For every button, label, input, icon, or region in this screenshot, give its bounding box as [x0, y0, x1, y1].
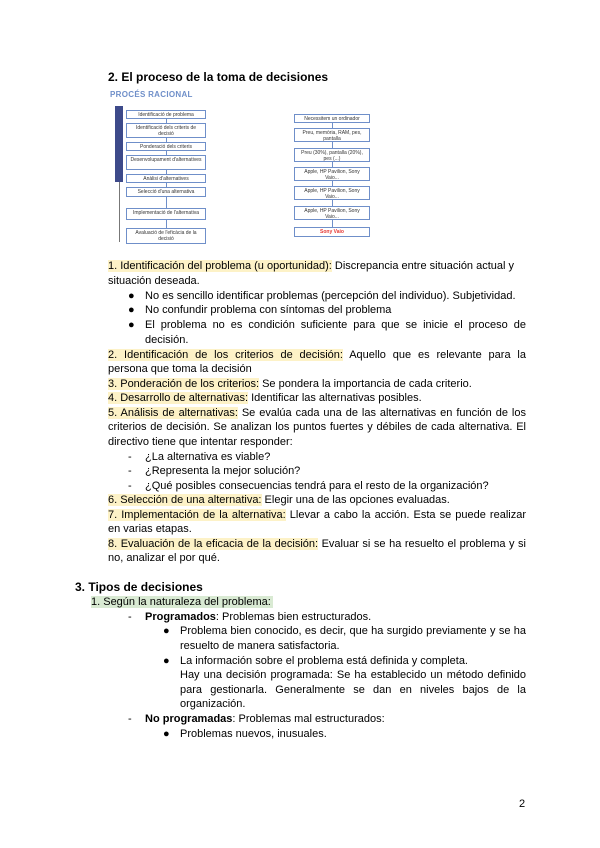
list-item-text: No es sencillo identificar problemas (percepción del individuo). Subjetividad.	[145, 290, 516, 302]
diagram-left-step: Implementació de l'alternativa	[126, 208, 206, 220]
bullet-icon: ●	[163, 728, 170, 740]
page-number: 2	[519, 798, 526, 810]
bullet-icon: ●	[128, 290, 135, 302]
list-item	[128, 464, 526, 479]
diagram-title: PROCÉS RACIONAL	[110, 90, 193, 99]
section-heading: 3. Tipos de decisiones	[75, 580, 203, 594]
section-heading: 2. El proceso de la toma de decisiones	[108, 70, 329, 84]
no-programadas-text: : Problemas mal estructurados:	[232, 713, 385, 725]
step-5-text: Se evalúa cada una de las alternativas en función de los	[237, 407, 526, 419]
step-3-label: 3. Ponderación de los criterios:	[108, 378, 260, 390]
step-5-line-1	[108, 406, 526, 421]
step-1-line-2: situación deseada.	[108, 275, 200, 287]
step-6-text: Elegir una de las opciones evaluadas.	[261, 494, 450, 506]
step-7-label: 7. Implementación de la alternativa:	[108, 509, 286, 521]
step-3	[108, 377, 472, 392]
diagram-left-step: Identificació de problema	[126, 110, 206, 119]
list-item-continuation: resuelto de manera satisfactoria.	[180, 640, 340, 652]
bullet-icon: ●	[163, 655, 170, 667]
diagram-left-step: Anàlisi d'alternatives	[126, 174, 206, 183]
diagram-side-line	[119, 182, 120, 242]
step-4	[108, 391, 422, 406]
step-4-text: Identificar las alternativas posibles.	[248, 392, 422, 404]
step-7-text: Llevar a cabo la acción. Esta se puede realizar	[285, 509, 526, 521]
diagram-left-step: Selecció d'una alternativa	[126, 187, 206, 197]
diagram-right-step: Preu (30%), pantalla (20%), pes (...)	[294, 148, 370, 162]
diagram-right-step: Necessitem un ordinador	[294, 114, 370, 123]
list-item-continuation: organización.	[180, 698, 246, 710]
rational-process-diagram	[108, 90, 530, 246]
step-2-line-2: persona que toma la decisión	[108, 363, 252, 375]
list-item-text: ¿Qué posibles consecuencias tendrá para el resto de la organización?	[145, 480, 489, 492]
diagram-right-step: Preu, memòria, RAM, pes, pantalla	[294, 128, 370, 142]
list-item	[128, 712, 526, 727]
diagram-left-step: Ponderació dels criteris	[126, 142, 206, 151]
no-programadas-label: No programadas	[145, 713, 233, 725]
diagram-arrow	[166, 220, 167, 228]
diagram-right-step	[294, 206, 370, 220]
list-item	[128, 479, 526, 494]
list-item-text: ¿La alternativa es viable?	[145, 451, 271, 463]
list-item	[128, 450, 526, 465]
bullet-icon: ●	[128, 304, 135, 316]
step-8-line-2: no, analizar el por qué.	[108, 552, 220, 564]
numbered-item-1	[91, 595, 273, 610]
diagram-side-bar	[115, 106, 123, 182]
dash-icon: -	[128, 465, 132, 477]
bullet-icon: ●	[128, 319, 135, 331]
step-8-text: Evaluar si se ha resuelto el problema y si	[318, 538, 526, 550]
list-item	[163, 624, 526, 639]
step-1-label: 1. Identificación del problema (u oportunidad):	[108, 260, 332, 272]
list-item-text: Problemas nuevos, inusuales.	[180, 728, 327, 740]
step-2-line-1	[108, 348, 526, 363]
step-5-line-2: criterios de decisión. Se analizan los puntos fuertes y débiles de cada alternativa. El	[108, 421, 526, 433]
step-5-line-3: directivo tiene que intentar responder:	[108, 436, 293, 448]
diagram-left-step: Desenvolupament d'alternatives	[126, 155, 206, 170]
step-6	[108, 493, 450, 508]
list-item	[128, 303, 526, 318]
step-8-label: 8. Evaluación de la eficacia de la decisión:	[108, 538, 319, 550]
list-item	[128, 318, 526, 333]
list-item-text: El problema no es condición suficiente para que se inicie el proceso de	[145, 319, 526, 331]
list-item-text: La información sobre el problema está definida y completa.	[180, 655, 468, 667]
list-item-continuation: decisión.	[145, 334, 189, 346]
diagram-right-step-final: Sony Vaio	[294, 227, 370, 237]
diagram-right-step: Apple, HP Pavilion, Sony Vaio...	[294, 167, 370, 181]
bullet-icon: ●	[163, 625, 170, 637]
diagram-arrow	[166, 197, 167, 208]
programados-line	[145, 610, 371, 625]
step-2-text: Aquello que es relevante para la	[342, 349, 526, 361]
step-7-line-1	[108, 508, 526, 523]
list-item-text: ¿Representa la mejor solución?	[145, 465, 301, 477]
dash-icon: -	[128, 611, 132, 623]
step-3-text: Se pondera la importancia de cada criterio.	[259, 378, 472, 390]
step-4-label: 4. Desarrollo de alternativas:	[108, 392, 249, 404]
no-programadas-line	[145, 712, 385, 727]
list-item	[128, 289, 526, 304]
diagram-left-step: Identificació dels criteris de decisió	[126, 123, 206, 138]
list-item	[163, 727, 526, 742]
step-7-line-2: en varias etapas.	[108, 523, 192, 535]
dash-icon: -	[128, 451, 132, 463]
list-item-text: Problema bien conocido, es decir, que ha surgido previamente y se ha	[180, 625, 526, 637]
diagram-right-step-text: Apple, HP Pavilion, Sony Vaio...	[304, 208, 360, 220]
step-1-text: Discrepancia entre situación actual y	[331, 260, 515, 272]
list-item	[163, 654, 526, 669]
list-item-text: No confundir problema con síntomas del problema	[145, 304, 392, 316]
diagram-left-step: Avaluació de l'eficàcia de la decisió	[126, 228, 206, 244]
programados-label: Programados	[145, 611, 216, 623]
step-5-label: 5. Análisis de alternativas:	[108, 407, 238, 419]
list-item-continuation: Hay una decisión programada: Se ha establecido un método definido	[180, 669, 526, 681]
programados-text: : Problemas bien estructurados.	[215, 611, 372, 623]
numbered-item-1-label: 1. Según la naturaleza del problema:	[91, 596, 271, 608]
step-6-label: 6. Selección de una alternativa:	[108, 494, 262, 506]
list-item-continuation: para gestionarla. Generalmente se dan en niveles bajos de la	[180, 684, 526, 696]
diagram-arrow	[332, 220, 333, 227]
list-item	[128, 610, 526, 625]
dash-icon: -	[128, 713, 132, 725]
step-8-line-1	[108, 537, 526, 552]
step-1-line-1	[108, 259, 526, 274]
diagram-right-step: Apple, HP Pavilion, Sony Vaio...	[294, 186, 370, 200]
dash-icon: -	[128, 480, 132, 492]
step-2-label: 2. Identificación de los criterios de decisión:	[108, 349, 343, 361]
